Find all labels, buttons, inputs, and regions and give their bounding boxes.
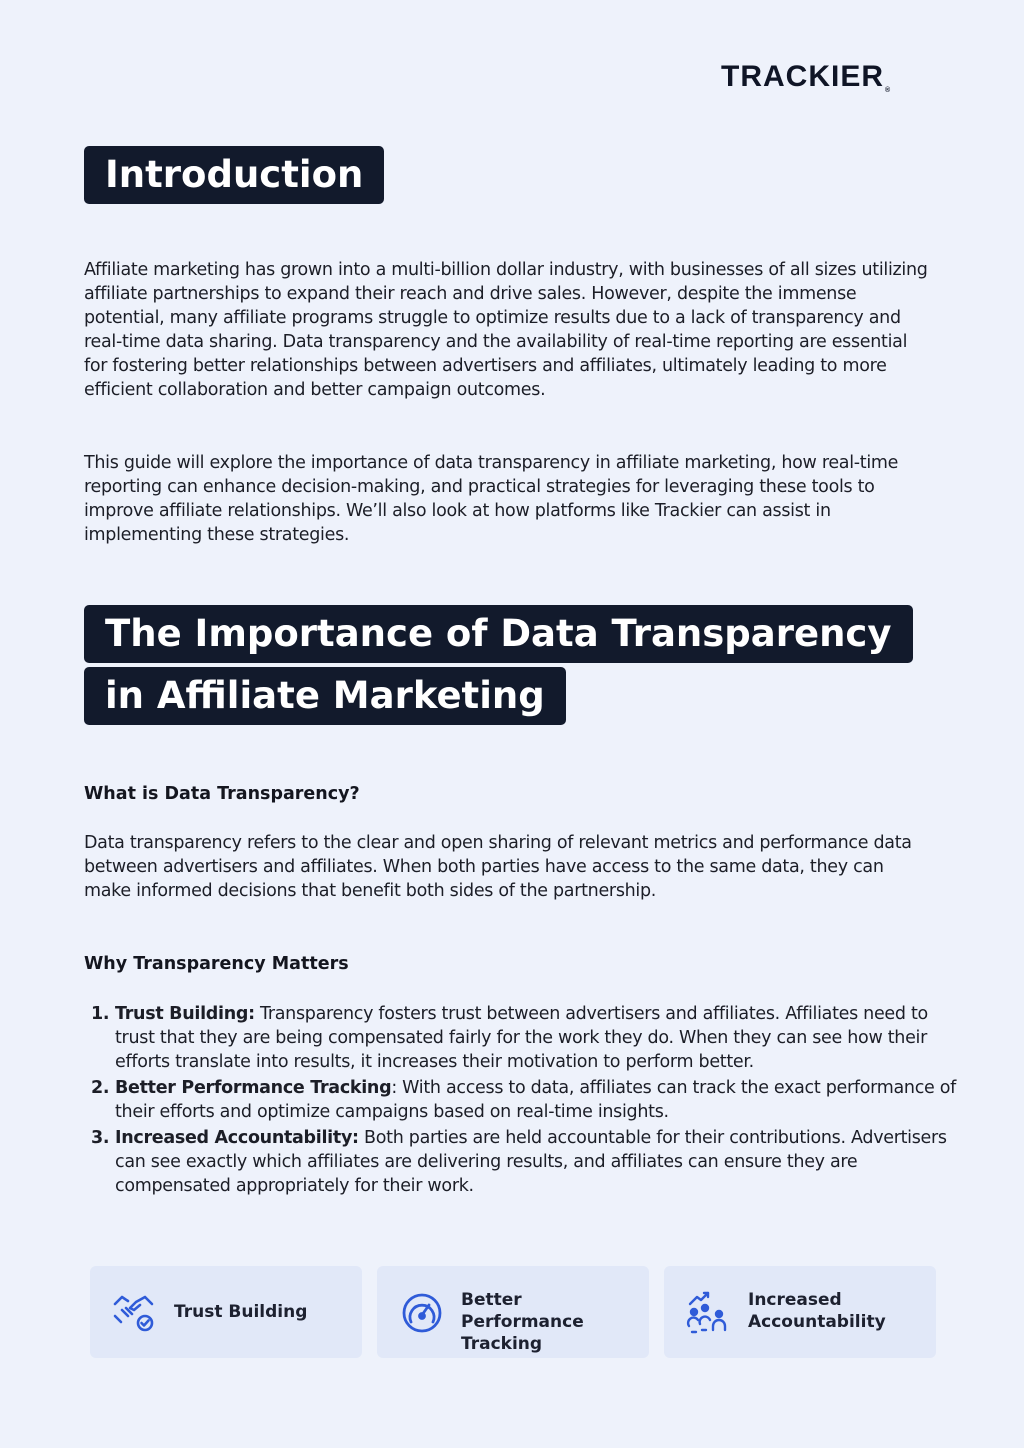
reason-item	[115, 1126, 965, 1198]
what-is-paragraph: Data transparency refers to the clear and open sharing of relevant metrics and performance data between advertisers and affiliates. When both parties have access to the same data, they can make informed decisions that benefit both sides of the partnership.	[84, 833, 912, 901]
intro-heading: Introduction	[84, 146, 384, 204]
card-label-line2: Tracking	[461, 1334, 543, 1354]
speedometer-icon	[399, 1290, 445, 1336]
card-label	[461, 1289, 649, 1355]
reason-text: : With access to data, affiliates can track the exact performance of their efforts and optimize campaigns based on real-time insights.	[115, 1078, 957, 1122]
registered-mark: ®	[885, 87, 892, 94]
intro-paragraph-2: This guide will explore the importance of data transparency in affiliate marketing, how real-time reporting can enhance decision-making, and practical strategies for leveraging these tools to improve affiliate relationships. We’ll also look at how platforms like Trackier can assist in implementing these strategies.	[84, 453, 899, 545]
what-is-heading: What is Data Transparency?	[84, 784, 360, 804]
card-better-performance-tracking	[377, 1266, 649, 1358]
reason-title: Increased Accountability:	[115, 1128, 359, 1148]
card-label	[748, 1289, 886, 1333]
reason-text: Transparency fosters trust between advertisers and affiliates. Affiliates need to trust that they are being compensated fairly for the work they do. When they can see how their efforts translate into results, it increases their motivation to perform better.	[115, 1004, 928, 1072]
card-trust-building	[90, 1266, 362, 1358]
importance-heading-line1: The Importance of Data Transparency	[84, 605, 913, 663]
logo-text: TRACKIER	[721, 60, 884, 93]
card-increased-accountability	[664, 1266, 936, 1358]
card-label-line2: Accountability	[748, 1312, 886, 1332]
importance-heading-line2: in Affiliate Marketing	[84, 667, 566, 725]
reason-item	[115, 1076, 965, 1124]
trackier-logo	[721, 60, 891, 94]
card-label	[174, 1301, 307, 1323]
reason-title: Trust Building:	[115, 1004, 255, 1024]
team-growth-icon	[686, 1290, 732, 1336]
card-label-line1: Better Performance	[461, 1290, 584, 1332]
reason-item	[115, 1002, 965, 1074]
card-label-line1: Increased	[748, 1290, 842, 1310]
reasons-list	[84, 1002, 965, 1200]
reason-title: Better Performance Tracking	[115, 1078, 392, 1098]
card-label-line1: Trust Building	[174, 1302, 308, 1322]
reason-text: Both parties are held accountable for their contributions. Advertisers can see exactly which affiliates are delivering results, and affiliates can ensure they are compensated appropriately for their work.	[115, 1128, 947, 1196]
handshake-check-icon	[112, 1290, 158, 1336]
why-heading: Why Transparency Matters	[84, 954, 349, 974]
intro-paragraph-1: Affiliate marketing has grown into a multi-billion dollar industry, with businesses of all sizes utilizing affiliate partnerships to expand their reach and drive sales. However, despite the immense potential, many affiliate programs struggle to optimize results due to a lack of transparency and real-time data sharing. Data transparency and the availability of real-time reporting are essential for fostering better relationships between advertisers and affiliates, ultimately leading to more efficient collaboration and better campaign outcomes.	[84, 260, 928, 400]
